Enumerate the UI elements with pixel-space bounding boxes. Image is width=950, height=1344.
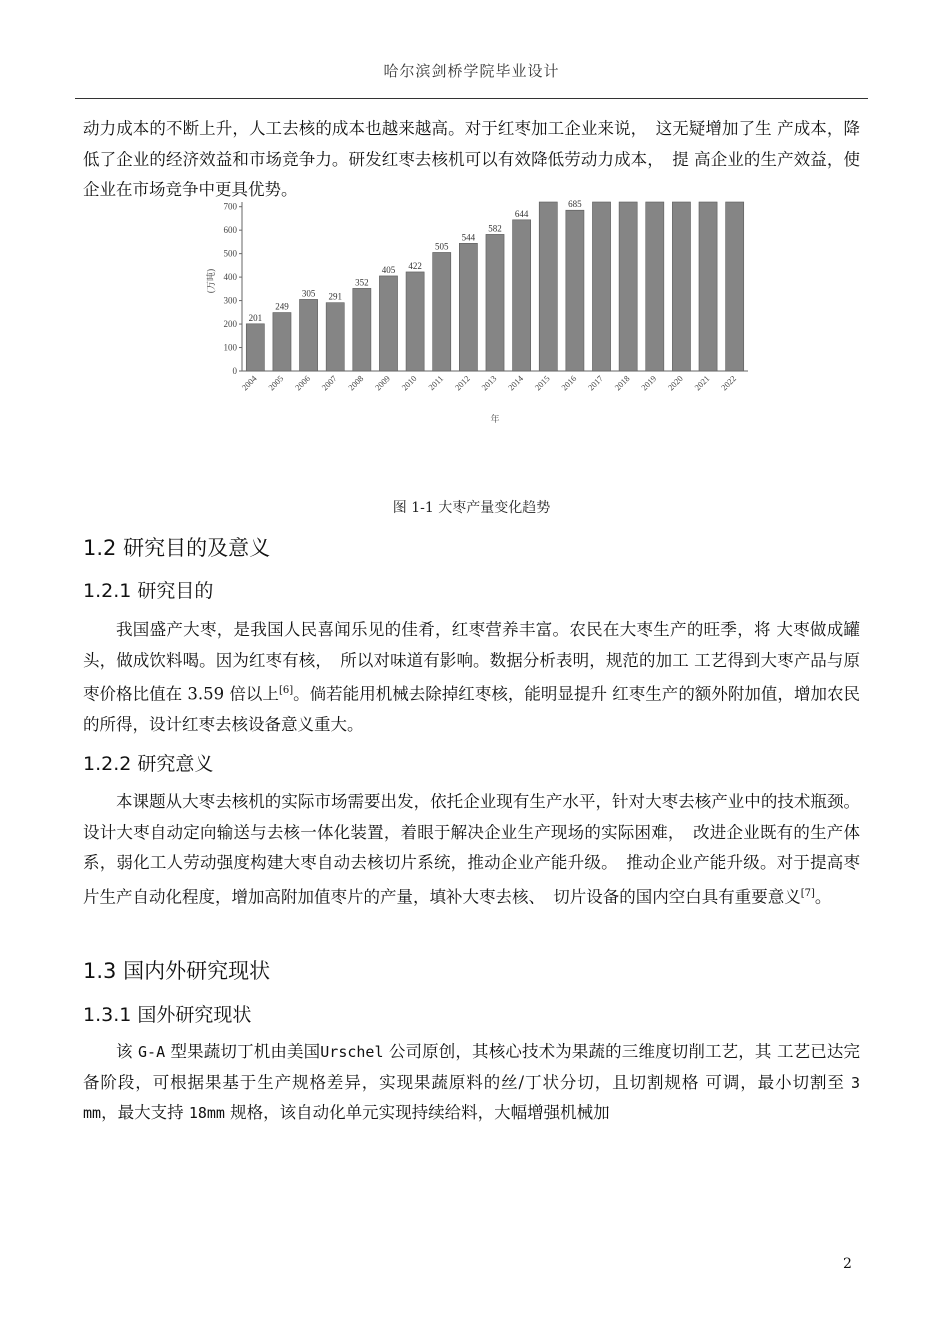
bar <box>326 303 344 371</box>
section-1-3-heading: 1.3 国内外研究现状 <box>83 959 271 983</box>
bar <box>273 313 291 371</box>
y-tick-label: 100 <box>223 342 237 353</box>
x-tick-label: 2017 <box>585 373 605 393</box>
y-tick-label: 400 <box>223 272 237 283</box>
foreign-text-1: 该 <box>116 1042 139 1061</box>
x-tick-label: 2011 <box>426 373 446 393</box>
section-1-2-heading: 1.2 研究目的及意义 <box>83 536 271 560</box>
x-tick-label: 2016 <box>559 373 579 393</box>
bar <box>379 276 397 371</box>
company-name: Urschel <box>320 1043 384 1061</box>
x-tick-label: 2012 <box>452 373 472 393</box>
intro-paragraph: 动力成本的不断上升，人工去核的成本也越来越高。对于红枣加工企业来说， 这无疑增加了生 产成本，降低了企业的经济效益和市场竞争力。研发红枣去核机可以有效降低劳动力成本， 提 高企业的生产效益，使企业在市场竞争中更具优势。 <box>83 119 860 199</box>
purpose-paragraph <box>83 615 860 741</box>
y-tick-label: 0 <box>232 366 237 376</box>
x-axis-label: 年 <box>490 415 500 425</box>
section-1-2-1-heading: 1.2.1 研究目的 <box>83 580 214 602</box>
bar <box>619 202 637 371</box>
bar-value-label: 352 <box>355 277 369 288</box>
citation-7: [7] <box>800 887 815 899</box>
x-tick-label: 2020 <box>665 373 685 393</box>
bar <box>646 202 664 371</box>
bar <box>726 202 744 371</box>
significance-text-a: 本课题从大枣去核机的实际市场需要出发，依托企业现有生产水平，针对大枣去核产业中的技术瓶颈。设计大枣自动定向输送与去核一体化装置，着眼于解决企业生产现场的实际困难， 改进企业既有的生产体系，弱化工人劳动强度构建大枣自动去核切片系统，推动企业产能升级。 推动企业产能升级。对于提高枣片生产自动化程度，增加高附加值枣片的产量，填补大枣去核、 切片设备的国内空白具有重要意义 <box>83 792 860 906</box>
bar-value-label: 201 <box>248 312 263 323</box>
section-1-3-1-heading: 1.3.1 国外研究现状 <box>83 1004 252 1026</box>
x-tick-label: 2007 <box>319 373 339 393</box>
y-tick-label: 200 <box>223 319 237 330</box>
bar-value-label: 305 <box>301 288 316 299</box>
purpose-text-b: 。倘若能用机械去除掉红枣核，能明显提升 红枣生产的额外附加值，增加农民的所得，设计红枣去核设备意义重大。 <box>83 684 860 734</box>
y-tick-label: 300 <box>223 295 237 306</box>
bar <box>300 299 318 371</box>
x-tick-label: 2018 <box>612 373 632 393</box>
x-tick-label: 2021 <box>692 373 712 393</box>
y-tick-label: 700 <box>223 201 237 212</box>
chart-svg <box>200 196 760 436</box>
foreign-text-5: 规格，该自动化单元实现持续给料，大幅增强机械加 <box>224 1103 610 1122</box>
x-tick-label: 2009 <box>372 373 392 393</box>
x-tick-label: 2004 <box>239 373 259 393</box>
x-tick-label: 2010 <box>399 373 419 393</box>
bar <box>566 210 584 371</box>
section-1-2-2-heading: 1.2.2 研究意义 <box>83 753 214 775</box>
bar <box>246 324 264 371</box>
purpose-text-a: 我国盛产大枣，是我国人民喜闻乐见的佳肴，红枣营养丰富。农民在大枣生产的旺季，将 大枣做成罐头，做成饮料喝。因为红枣有核， 所以对味道有影响。数据分析表明，规范的加工 工艺得到大枣产品与原枣价格比值在 3.59 倍以上 <box>83 620 860 704</box>
header-rule <box>75 98 868 99</box>
citation-6: [6] <box>278 685 294 696</box>
x-tick-label: 2005 <box>266 373 286 393</box>
bar <box>486 234 504 371</box>
bar-value-label: 405 <box>381 264 396 275</box>
foreign-research-paragraph <box>83 1037 860 1129</box>
bar <box>699 202 717 371</box>
x-tick-label: 2022 <box>719 373 739 393</box>
x-tick-label: 2013 <box>479 373 499 393</box>
figure-caption: 图 1-1 大枣产量变化趋势 <box>392 500 551 516</box>
bar <box>513 220 531 371</box>
y-tick-label: 500 <box>223 248 237 259</box>
y-tick-label: 600 <box>223 225 237 236</box>
x-tick-label: 2006 <box>292 373 312 393</box>
foreign-text-2: 型果蔬切丁机由美国 <box>165 1042 321 1061</box>
bar-value-label: 291 <box>328 291 342 302</box>
bar <box>433 252 451 371</box>
x-tick-label: 2015 <box>532 373 552 393</box>
model-name: G-A <box>138 1043 166 1061</box>
bar <box>406 272 424 371</box>
page-header: 哈尔滨剑桥学院毕业设计 <box>383 62 560 80</box>
bar-value-label: 582 <box>488 223 502 234</box>
production-bar-chart <box>200 196 760 436</box>
max-cut-size: 18mm <box>188 1104 225 1122</box>
min-cut-size: 3 mm <box>83 1073 860 1122</box>
x-tick-label: 2008 <box>346 373 366 393</box>
bar-value-label: 249 <box>275 301 289 312</box>
bar <box>539 202 557 371</box>
page-number: 2 <box>843 1256 852 1272</box>
bar-value-label: 544 <box>461 232 476 243</box>
bar <box>353 288 371 371</box>
bar <box>672 202 690 371</box>
significance-paragraph <box>83 787 860 913</box>
foreign-text-3: 公司原创，其核心技术为果蔬的三维度切削工艺，其 工艺已达完备阶段，可根据果基于生产规格差异，实现果蔬原料的丝/丁状分切，且切割规格 可调，最小切割至 <box>83 1042 860 1092</box>
bar <box>592 202 610 371</box>
bar <box>459 243 477 371</box>
bar-value-label: 505 <box>434 241 449 252</box>
bar-value-label: 644 <box>514 208 529 219</box>
bar-value-label: 422 <box>408 260 422 271</box>
foreign-text-4: ，最大支持 <box>101 1103 189 1122</box>
x-tick-label: 2014 <box>505 373 526 393</box>
y-axis-label: (万吨) <box>207 268 217 294</box>
significance-text-b: 。 <box>814 887 832 906</box>
bar-value-label: 685 <box>568 199 582 210</box>
x-tick-label: 2019 <box>639 373 659 393</box>
